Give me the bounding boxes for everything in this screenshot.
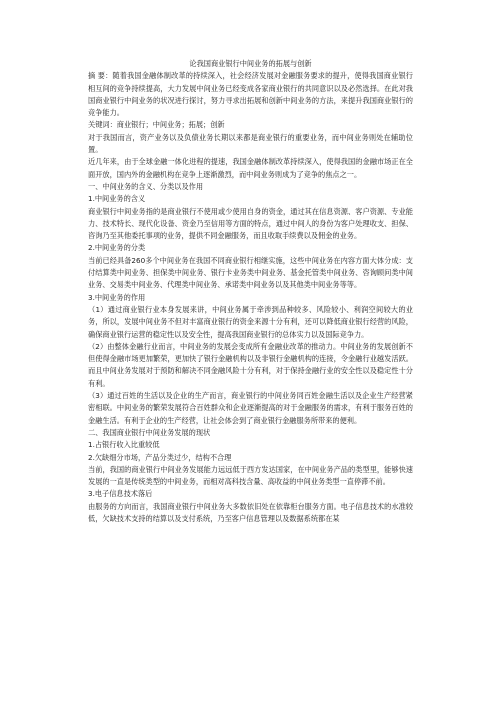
paragraph-function-2: （2）由整体金融行业而言，中间业务的发展会变成所有金融业改革的推动力。中间业务的发展创新不但使得金融市场更加繁荣，更加快了银行金融机构以及非银行金融机构的连接，令金融行业越发活跃。而且中间业务发展对于预防和解决不同金融风险十分有利，对于保持金融行业的安全性以及稳定性十分有利。 bbox=[88, 341, 413, 388]
section-heading-1: 一、中间业务的含义、分类以及作用 bbox=[88, 181, 204, 191]
document-body bbox=[88, 58, 413, 525]
document-title: 论我国商业银行中间业务的拓展与创新 bbox=[189, 59, 312, 68]
paragraph-classification: 当前已经具备260多个中间业务在我国不同商业银行相继实施，这些中间业务在内容方面大体分成：支付结算类中间业务、担保类中间业务、银行卡业务类中间业务、基金托管类中间业务、咨询顾问类中间业务、交易类中间业务、代理类中间业务、承诺类中间业务以及其他类中间业务等等。 bbox=[88, 255, 413, 290]
subheading-income-share: 1.占银行收入比重较低 bbox=[88, 440, 160, 450]
intro-paragraph-2: 近几年来，由于全球金融一体化进程的提速，我国金融体制改革持续深入，使得我国的金融市场正在全面开放，国内外的金融机构在竞争上逐渐激烈，而中间业务则成为了竞争的焦点之一。 bbox=[88, 157, 413, 179]
subheading-it-lag: 3.电子信息技术落后 bbox=[88, 489, 153, 499]
subheading-function: 3.中间业务的作用 bbox=[88, 292, 146, 302]
subheading-classification: 2.中间业务的分类 bbox=[88, 243, 146, 253]
section-heading-2: 二、我国商业银行中间业务发展的现状 bbox=[88, 427, 211, 437]
intro-paragraph-1: 对于我国而言，资产业务以及负债业务长期以来都是商业银行的重要业务，而中间业务则处在辅助位置。 bbox=[88, 132, 413, 155]
paragraph-function-3: （3）通过百姓的生活以及企业的生产而言，商业银行的中间业务同百姓金融生活以及企业生产经营紧密相联。中间业务的繁荣发展符合百姓群众和企业逐渐提高的对于金融服务的需求，有利于服务百姓的金融生活。有利于企业的生产经营，让社会体会到了商业银行金融服务所带来的便利。 bbox=[88, 391, 413, 425]
keywords: 关键词：商业银行；中间业务；拓展；创新 bbox=[88, 120, 225, 130]
subheading-market-segmentation: 2.欠缺细分市场，产品分类过少，结构不合理 bbox=[88, 452, 232, 462]
abstract: 摘 要：随着我国金融体制改革的持续深入，社会经济发展对金融服务要求的提升，使得我国商业银行相互间的竞争持续提高，大力发展中间业务已经变成各家商业银行的共同意识以及必然选择。在此对我国商业银行中间业务的状况进行探讨，努力寻求出拓展和创新中间业务的方法，来提升我国商业银行的竞争能力。 bbox=[88, 71, 413, 118]
paragraph-market-segmentation: 当前，我国的商业银行中间业务发展能力远远低于西方发达国家，在中间业务产品的类型里，能够快速发展的一直是传统类型的中间业务，而相对高科技含量、高收益的中间业务类型一直停滞不前。 bbox=[88, 464, 413, 487]
subheading-meaning: 1.中间业务的含义 bbox=[88, 194, 146, 204]
paragraph-it-lag: 由服务的方向而言，我国商业银行中间业务大多数依旧处在依靠柜台服务方面。电子信息技术的水准较低，欠缺技术支持的结算以及支付系统，乃至客户信息管理以及数据系统都在某 bbox=[88, 501, 413, 523]
paragraph-meaning: 商业银行中间业务指的是商业银行不使用或少使用自身的资金，通过其在信息资源、客户资源、专业能力、技术特长、现代化设备、资金乃至信用等方面的特点，通过中间人的身份为客户处理收支、担保、咨询乃至其他委托事项的业务，提供不同金融服务，而且收取手续费以及佣金的业务。 bbox=[88, 206, 413, 241]
paragraph-function-1: （1）通过商业银行业本身发展来讲，中间业务属于牵涉到品种较多、风险较小、利润空间较大的业务，所以，发展中间业务不但对丰富商业银行的资金来源十分有利，还可以降低商业银行经营的风险，确保商业银行运营的稳定性以及安全性，提高我国商业银行的总体实力以及国际竞争力。 bbox=[88, 304, 413, 339]
